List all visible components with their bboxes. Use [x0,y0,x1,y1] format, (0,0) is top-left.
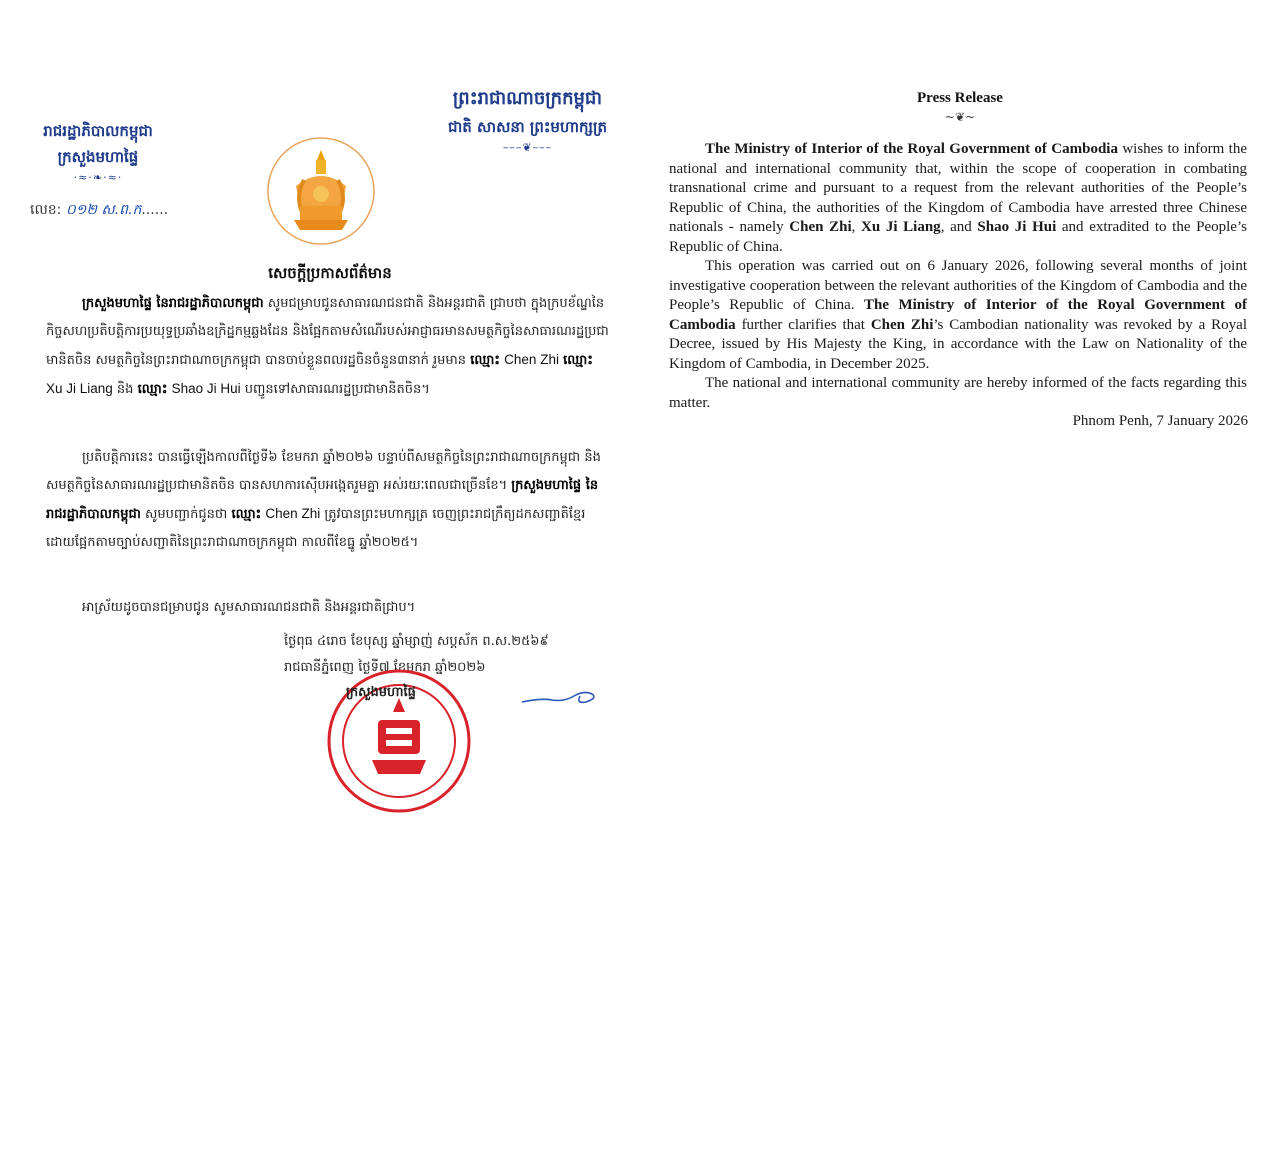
name-chen-zhi: Chen Zhi [265,506,321,521]
lunar-date: ថ្ងៃពុធ ៤រោច ខែបុស្ស ឆ្នាំម្សាញ់ សប្តស័ក ព.ស.២៥៦៩ [284,634,549,649]
paragraph-text: and extradited to the People’s Republic of China. [669,219,1247,255]
paragraph-text: wishes to inform the national and international community that, within the scope of cooperation in combating transnational crime and pursuant to a request from the relevant authorities of the People’s Republic of China, the authorities of the Kingdom of Cambodia have arrested three Chinese nationals - namely [669,141,1247,235]
khmer-paragraph-3 [46,594,610,622]
signatory-ministry: ក្រសួងមហាផ្ទៃ [346,685,416,700]
conjunction: និង [112,382,134,397]
name-shao-ji-hui: Shao Ji Hui [171,381,241,396]
ministry-name-bold: ក្រសួងមហាផ្ទៃ នៃរាជរដ្ឋាភិបាលកម្ពុជា [46,478,599,522]
english-paragraph-3: The national and international community are hereby informed of the facts regarding this matter. [669,375,1247,411]
name-label: ឈ្មោះ [137,382,168,397]
solar-date: រាជធានីភ្នំពេញ ថ្ងៃទី៧ ខែមករា ឆ្នាំ២០២៦ [284,660,486,675]
name-label: ឈ្មោះ [231,507,262,522]
press-release-title [648,90,1280,107]
khmer-paragraph-1 [46,290,610,404]
reference-label: លេខ: [30,202,62,218]
name-chen-zhi: Chen Zhi [870,316,934,333]
english-press-release [648,0,1280,1158]
paragraph-text: សូមបញ្ជាក់ជូនថា [140,507,232,522]
kingdom-motto-header [420,84,635,156]
ministry-header [28,118,168,186]
name-chen-zhi: Chen Zhi [504,352,559,367]
ministry-name-bold: ក្រសួងមហាផ្ទៃ នៃរាជរដ្ឋាភិបាលកម្ពុជា [82,296,264,311]
ornament-divider-icon: ~❦~ [944,110,976,124]
signature-icon [520,672,600,712]
name-label: ឈ្មោះ [470,353,501,368]
place-and-date: Phnom Penh, 7 January 2026 [1072,413,1248,429]
press-release-body [669,140,1247,413]
english-paragraph-2 [669,257,1247,374]
paragraph-text: សូមជម្រាបជូនសាធារណជនជាតិ និងអន្តរជាតិ ជ្រាបថា ក្នុងក្របខ័ណ្ឌនៃកិច្ចសហប្រតិបត្តិការប្រយុទ្ធប្រឆាំងឧក្រិដ្ឋកម្មឆ្លងដែន និងផ្អែកតាមសំណើរបស់អាជ្ញាធរមានសមត្ថកិច្ចនៃសាធារណរដ្ឋប្រជាមានិតចិន សមត្ថកិច្ចនៃព្រះរាជាណាចក្រកម្ពុជា បានចាប់ខ្លួនពលរដ្ឋចិនចំនួន៣នាក់ រួមមាន [46,296,609,368]
ministry-name-bold: The Ministry of Interior of the Royal Government of Cambodia [705,141,1118,157]
ministry-government-line: រាជរដ្ឋាភិបាលកម្ពុជា [43,122,153,140]
closing-text: អាស្រ័យដូចបានជម្រាបជូន សូមសាធារណជនជាតិ និងអន្តរជាតិជ្រាប។ [82,600,416,615]
reference-handwritten: ០១២ ស.ព.ក [65,202,142,218]
national-motto: ជាតិ សាសនា ព្រះមហាក្សត្រ [448,118,607,136]
name-shao-ji-hui: Shao Ji Hui [977,219,1057,235]
ministry-name-bold: The Ministry of Interior of the Royal Government of Cambodia [669,297,1247,333]
title-text: Press Release [917,90,1003,106]
separator: , [851,219,862,235]
name-label: ឈ្មោះ [563,353,593,368]
royal-emblem-icon [266,136,376,246]
name-chen-zhi: Chen Zhi [789,219,852,235]
paragraph-text: បញ្ជូនទៅសាធារណរដ្ឋប្រជាមានិតចិន។ [240,382,430,397]
ministry-name-line: ក្រសួងមហាផ្ទៃ [57,148,139,166]
ornament-divider-icon: ·≈·❧·≈· [73,171,123,184]
paragraph-text: ត្រូវបានព្រះមហាក្សត្រ ចេញព្រះរាជក្រឹត្យដកសញ្ជាតិខ្មែរ ដោយផ្អែកតាមច្បាប់សញ្ជាតិនៃព្រះរាជាណាចក្រកម្ពុជា កាលពីខែធ្នូ ឆ្នាំ២០២៥។ [46,507,586,550]
ornament-divider-icon: –––❦––– [502,141,553,154]
english-paragraph-1 [669,140,1247,257]
paragraph-text: ប្រតិបត្តិការនេះ បានធ្វើឡើងកាលពីថ្ងៃទី៦ ខែមករា ឆ្នាំ២០២៦ បន្ទាប់ពីសមត្ថកិច្ចនៃព្រះរាជាណាចក្រកម្ពុជា និងសមត្ថកិច្ចនៃសាធារណរដ្ឋប្រជាមានិតចិន បានសហការស៊ើបអង្កេតរួមគ្នា អស់រយៈពេលជាច្រើនខែ។ [46,450,601,493]
name-xu-ji-liang: Xu Ji Liang [861,219,941,235]
name-xu-ji-liang: Xu Ji Liang [46,381,113,396]
reference-number: លេខ: ០១២ ស.ព.ក...... [30,202,169,218]
paragraph-text: ’s Cambodian nationality was revoked by a Royal Decree, issued by His Majesty the King, in accordance with the Law on Nationality of the Kingdom of Cambodia, in December 2025. [669,316,1247,372]
kingdom-name: ព្រះរាជាណាចក្រកម្ពុជា [452,88,603,109]
separator: , and [940,219,978,235]
khmer-paragraph-2 [46,444,610,557]
paragraph-text: further clarifies that [735,316,871,333]
paragraph-text: This operation was carried out on 6 January 2026, following several months of joint investigative cooperation between the relevant authorities of the Kingdom of Cambodia and the People’s Republic of China. [669,258,1247,313]
document-title: សេចក្តីប្រកាសព័ត៌មាន [268,264,392,282]
